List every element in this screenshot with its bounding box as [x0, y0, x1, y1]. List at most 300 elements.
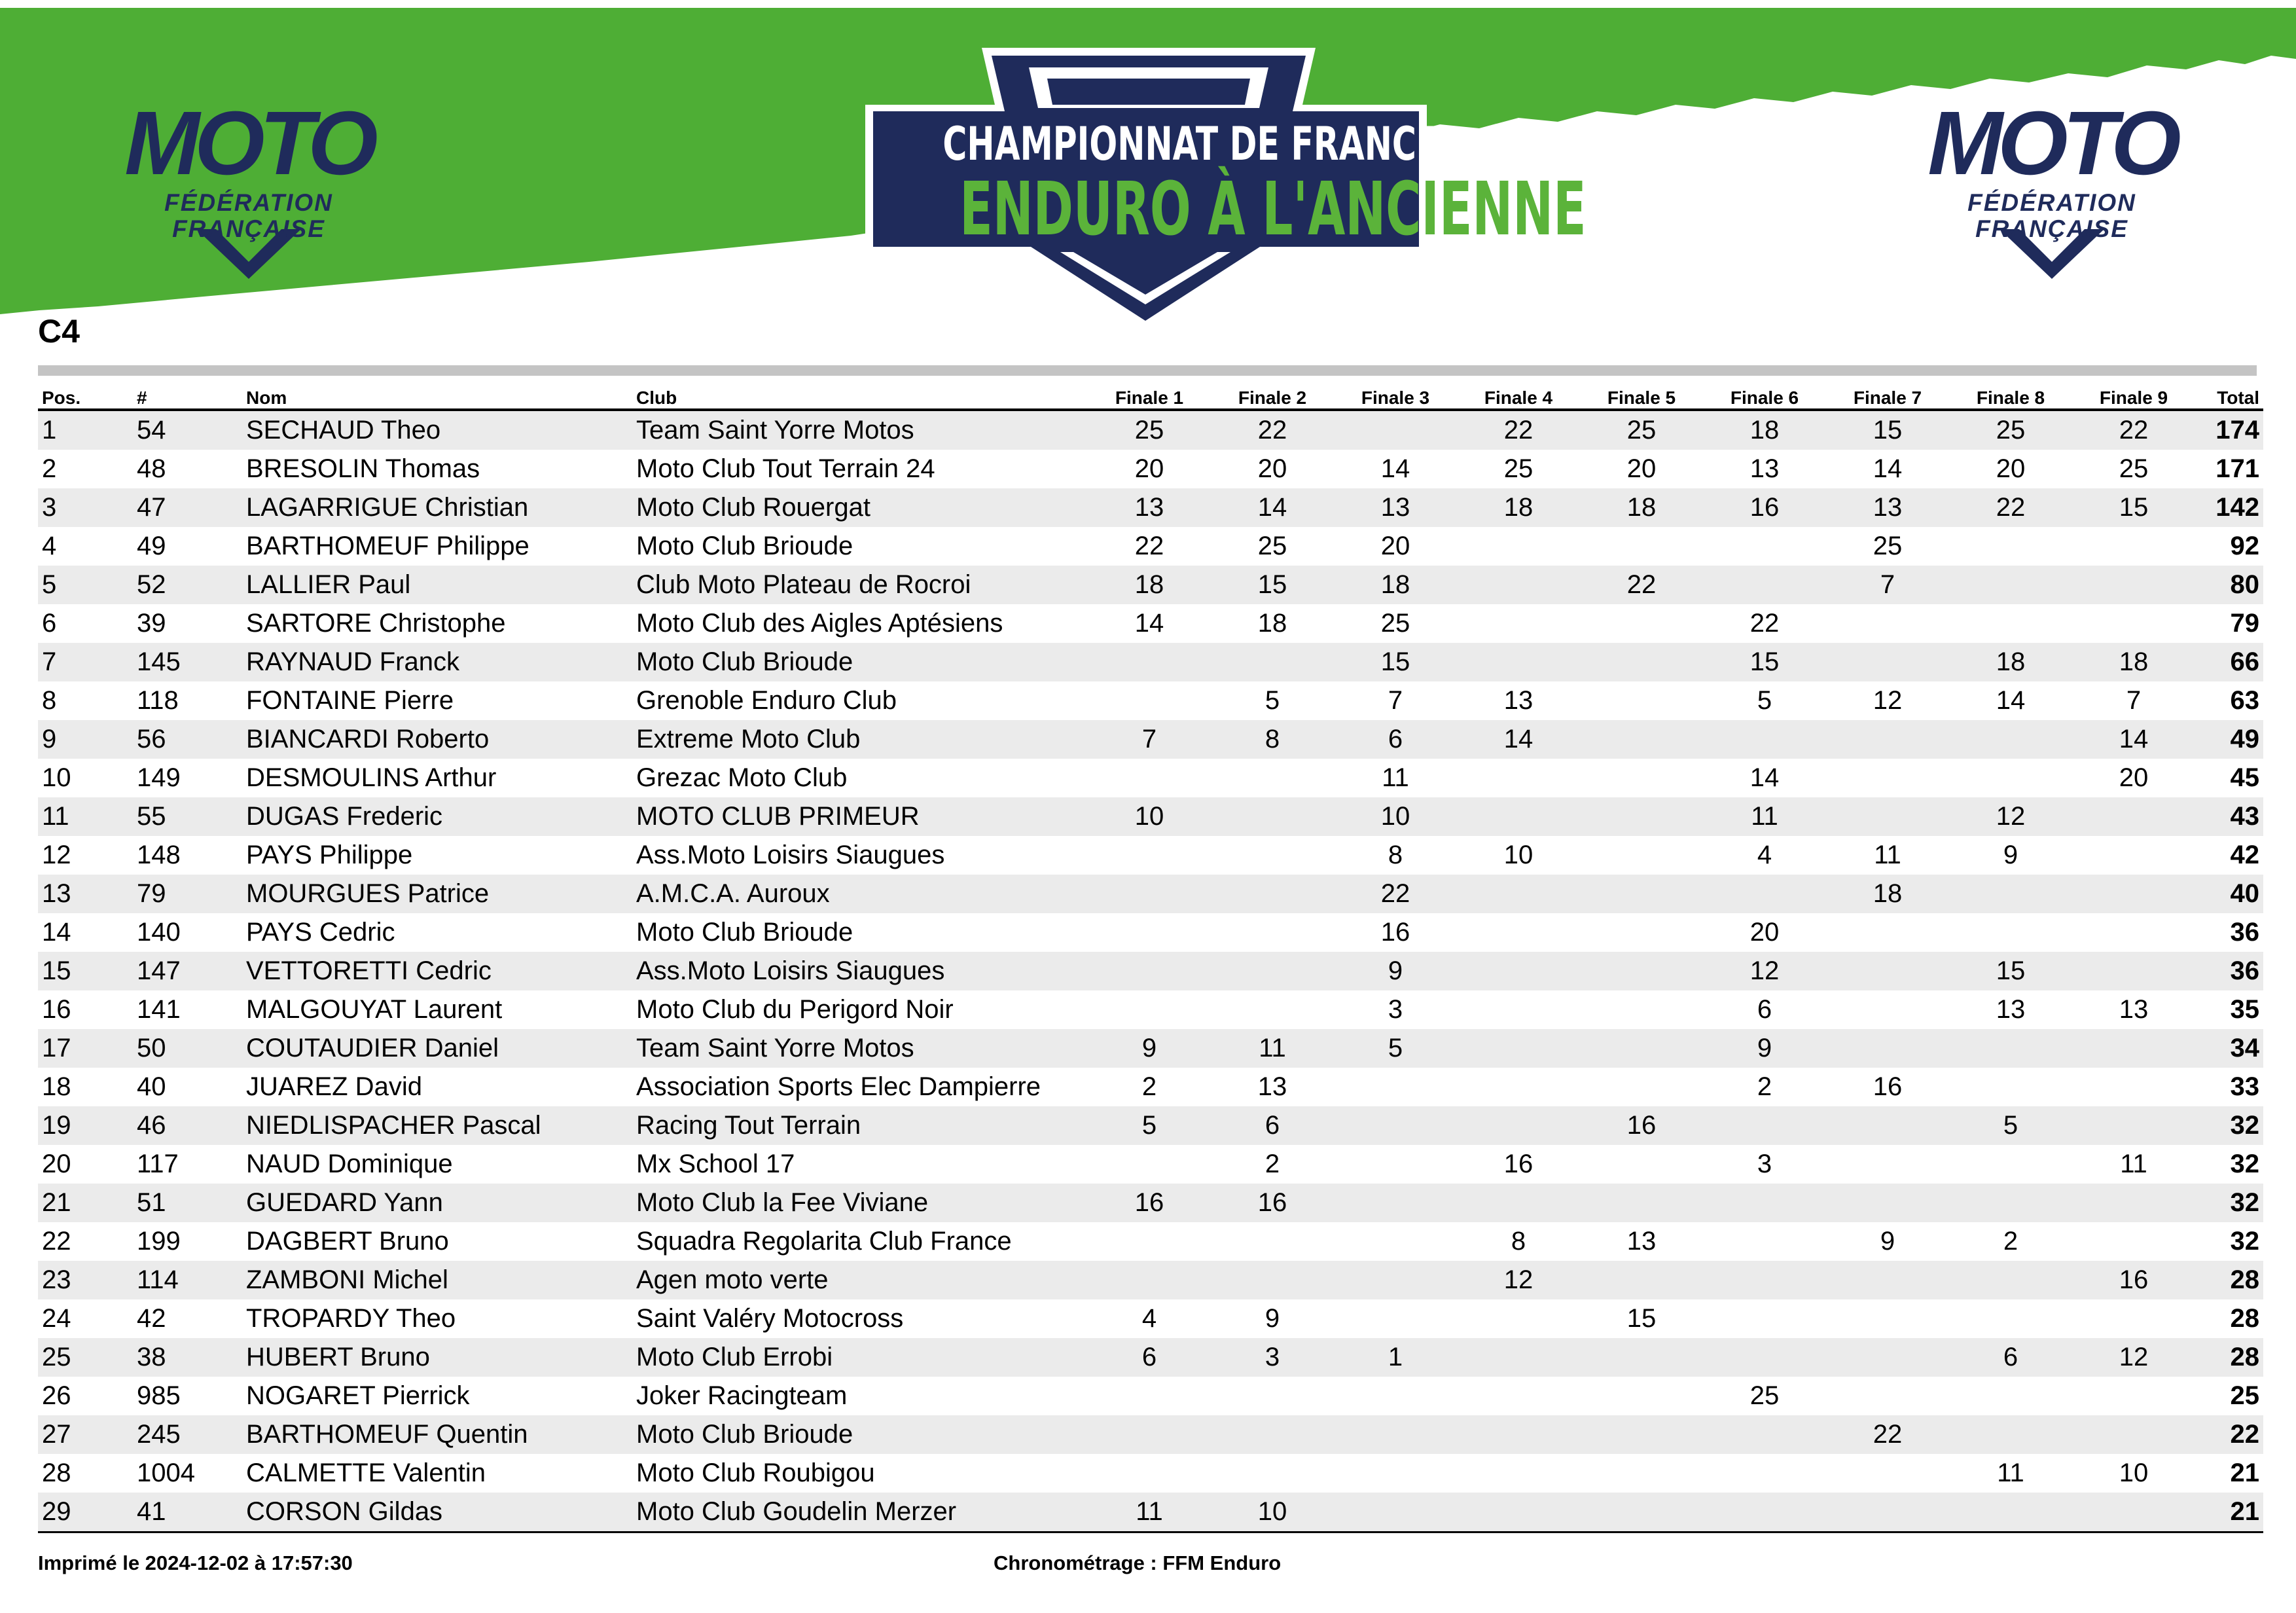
logo-moto-text: MOTO [124, 93, 373, 194]
cell-finale-8: 13 [1996, 995, 2026, 1024]
cell-finale-2: 13 [1257, 1072, 1287, 1101]
cell-finale-9 [2072, 875, 2195, 913]
cell-finale-1 [1088, 681, 1211, 720]
cell-total: 34 [2195, 1029, 2263, 1068]
cell-finale-5 [1580, 681, 1703, 720]
cell-finale-5 [1580, 759, 1703, 797]
cell-number: 55 [133, 797, 242, 836]
cell-finale-6: 11 [1703, 797, 1826, 836]
cell-finale-1 [1088, 1222, 1211, 1261]
cell-club: Team Saint Yorre Motos [632, 1029, 1088, 1068]
cell-finale-7: 11 [1874, 841, 1901, 869]
table-row [38, 681, 2263, 720]
cell-finale-7: 12 [1873, 686, 1903, 715]
cell-total: 49 [2195, 720, 2263, 759]
cell-pos: 8 [42, 686, 57, 715]
cell-finale-8: 6 [1949, 1338, 2072, 1377]
cell-finale-3 [1334, 1493, 1457, 1532]
cell-finale-5: 16 [1580, 1106, 1703, 1145]
timing-credit: Chronométrage : FFM Enduro [994, 1551, 1282, 1574]
cell-finale-3: 15 [1334, 643, 1457, 681]
cell-finale-2: 25 [1257, 532, 1287, 560]
cell-number: 117 [137, 1150, 179, 1178]
cell-name: ZAMBONI Michel [242, 1261, 632, 1299]
col-header-finale-9: Finale 9 [2072, 378, 2195, 410]
cell-finale-5 [1580, 1415, 1703, 1454]
cell-finale-2: 15 [1211, 566, 1334, 604]
cell-finale-8: 20 [1996, 454, 2026, 483]
cell-name: BARTHOMEUF Philippe [246, 532, 529, 560]
cell-pos: 17 [38, 1029, 133, 1068]
cell-finale-6: 15 [1703, 643, 1826, 681]
cell-finale-4 [1457, 990, 1580, 1029]
table-row [38, 1415, 2263, 1454]
cell-finale-8: 25 [1949, 410, 2072, 450]
cell-finale-5 [1580, 1261, 1703, 1299]
cell-finale-6: 4 [1757, 841, 1772, 869]
cell-finale-3: 14 [1380, 454, 1410, 483]
cell-finale-4 [1457, 1299, 1580, 1338]
cell-number: 147 [133, 952, 242, 990]
cell-finale-6: 20 [1749, 918, 1780, 947]
cell-finale-5 [1580, 643, 1703, 681]
cell-finale-2: 22 [1211, 410, 1334, 450]
cell-finale-1: 10 [1088, 797, 1211, 836]
cell-finale-7 [1826, 952, 1949, 990]
cell-name: NIEDLISPACHER Pascal [242, 1106, 632, 1145]
cell-number: 48 [137, 454, 166, 483]
cell-total: 43 [2195, 797, 2263, 836]
cell-finale-6 [1703, 1415, 1826, 1454]
cell-finale-4: 13 [1503, 686, 1534, 715]
cell-club: Agen moto verte [632, 1261, 1088, 1299]
cell-pos: 1 [38, 410, 133, 450]
col-header-name: Nom [242, 378, 632, 410]
cell-finale-3 [1334, 1068, 1457, 1106]
cell-finale-4 [1457, 1068, 1580, 1106]
cell-finale-9 [2072, 1029, 2195, 1068]
cell-finale-1: 7 [1088, 720, 1211, 759]
cell-total: 35 [2230, 995, 2259, 1024]
cell-finale-4 [1457, 952, 1580, 990]
cell-club: Joker Racingteam [636, 1381, 848, 1410]
cell-finale-5 [1580, 604, 1703, 643]
cell-finale-9 [2072, 1222, 2195, 1261]
cell-finale-4 [1457, 527, 1580, 566]
col-header-finale-6: Finale 6 [1703, 378, 1826, 410]
cell-club: Moto Club Roubigou [636, 1459, 875, 1487]
cell-finale-8 [1949, 1184, 2072, 1222]
cell-finale-9 [2072, 1184, 2195, 1222]
cell-finale-6 [1703, 1106, 1826, 1145]
table-row [38, 1377, 2263, 1415]
cell-finale-5 [1580, 1029, 1703, 1068]
cell-finale-8: 18 [1949, 643, 2072, 681]
cell-finale-7 [1826, 1493, 1949, 1532]
table-row [38, 643, 2263, 681]
cell-number: 40 [137, 1072, 166, 1101]
cell-finale-7 [1826, 990, 1949, 1029]
cell-club: Squadra Regolarita Club France [636, 1227, 1012, 1256]
cell-finale-4: 12 [1457, 1261, 1580, 1299]
cell-finale-8 [1949, 1493, 2072, 1532]
cell-finale-4 [1457, 1184, 1580, 1222]
cell-club: Moto Club Brioude [636, 918, 853, 947]
cell-number: 42 [137, 1304, 166, 1333]
cell-number: 141 [137, 995, 181, 1024]
cell-finale-9 [2072, 1106, 2195, 1145]
cell-name: DESMOULINS Arthur [246, 763, 497, 792]
cell-total: 142 [2195, 488, 2263, 527]
cell-finale-8 [1949, 566, 2072, 604]
cell-name: LALLIER Paul [242, 566, 632, 604]
cell-finale-7: 16 [1873, 1072, 1903, 1101]
cell-name: PAYS Philippe [246, 841, 413, 869]
cell-total: 42 [2230, 841, 2259, 869]
table-row [38, 1299, 2263, 1338]
cell-finale-9 [2072, 527, 2195, 566]
ffm-logo-right [1928, 93, 2176, 281]
cell-club: Mx School 17 [636, 1150, 795, 1178]
cell-club: Moto Club la Fee Viviane [632, 1184, 1088, 1222]
cell-pos: 4 [42, 532, 57, 560]
cell-total: 32 [2230, 1227, 2259, 1256]
cell-finale-1 [1088, 1261, 1211, 1299]
cell-club: Moto Club du Perigord Noir [636, 995, 954, 1024]
cell-finale-2: 11 [1211, 1029, 1334, 1068]
cell-number: 1004 [137, 1459, 195, 1487]
logo-sub-line1: FÉDÉRATION [1967, 189, 2136, 216]
cell-finale-6: 16 [1703, 488, 1826, 527]
cell-total: 25 [2230, 1381, 2259, 1410]
cell-finale-2 [1211, 952, 1334, 990]
cell-finale-6: 14 [1749, 763, 1780, 792]
cell-finale-9: 25 [2119, 454, 2149, 483]
table-row [38, 1493, 2263, 1532]
cell-finale-2 [1211, 836, 1334, 875]
cell-number: 39 [137, 609, 166, 638]
cell-finale-1 [1088, 1377, 1211, 1415]
cell-finale-5: 20 [1626, 454, 1657, 483]
cell-name: NOGARET Pierrick [246, 1381, 470, 1410]
cell-finale-9 [2072, 1299, 2195, 1338]
cell-name: FONTAINE Pierre [246, 686, 454, 715]
championship-title-line1: CHAMPIONNAT DE FRANCE [942, 117, 1439, 171]
printed-timestamp: Imprimé le 2024-12-02 à 17:57:30 [38, 1551, 353, 1574]
table-row [38, 1029, 2263, 1068]
cell-club: Moto Club Goudelin Merzer [632, 1493, 1088, 1532]
cell-finale-2: 20 [1257, 454, 1287, 483]
cell-pos: 9 [38, 720, 133, 759]
cell-number: 47 [133, 488, 242, 527]
table-row [38, 913, 2263, 952]
cell-finale-2: 6 [1211, 1106, 1334, 1145]
cell-finale-7 [1826, 759, 1949, 797]
cell-club: Saint Valéry Motocross [636, 1304, 904, 1333]
cell-finale-6 [1703, 1184, 1826, 1222]
table-row [38, 1184, 2263, 1222]
cell-finale-7: 22 [1826, 1415, 1949, 1454]
cell-finale-1: 25 [1088, 410, 1211, 450]
cell-name: RAYNAUD Franck [242, 643, 632, 681]
cell-club: Moto Club Tout Terrain 24 [636, 454, 935, 483]
cell-finale-2: 14 [1211, 488, 1334, 527]
cell-finale-6: 6 [1757, 995, 1772, 1024]
col-header-finale-3: Finale 3 [1334, 378, 1457, 410]
championship-title-line2: ENDURO À L'ANCIENNE [960, 167, 1587, 252]
cell-finale-1: 16 [1088, 1184, 1211, 1222]
cell-finale-3: 10 [1334, 797, 1457, 836]
table-row [38, 952, 2263, 990]
cell-number: 199 [137, 1227, 181, 1256]
cell-finale-3: 20 [1380, 532, 1410, 560]
ffm-logo-left [124, 93, 373, 281]
cell-total: 92 [2230, 532, 2259, 560]
cell-finale-5 [1580, 1338, 1703, 1377]
cell-name: CALMETTE Valentin [246, 1459, 486, 1487]
cell-total: 28 [2195, 1261, 2263, 1299]
cell-name: CORSON Gildas [242, 1493, 632, 1532]
cell-finale-3 [1334, 1261, 1457, 1299]
cell-finale-8 [1949, 759, 2072, 797]
col-header-finale-4: Finale 4 [1457, 378, 1580, 410]
cell-finale-8: 5 [1949, 1106, 2072, 1145]
cell-finale-4: 18 [1457, 488, 1580, 527]
cell-finale-5 [1580, 913, 1703, 952]
cell-finale-7 [1826, 1106, 1949, 1145]
col-header-finale-1: Finale 1 [1088, 378, 1211, 410]
cell-number: 41 [133, 1493, 242, 1532]
cell-pos: 14 [42, 918, 71, 947]
cell-pos: 10 [42, 763, 71, 792]
cell-finale-2 [1211, 875, 1334, 913]
cell-finale-5: 22 [1580, 566, 1703, 604]
cell-club: Moto Club Brioude [632, 1415, 1088, 1454]
logo-sub-line2: FRANÇAISE [172, 215, 325, 242]
cell-finale-1: 9 [1088, 1029, 1211, 1068]
table-row [38, 1145, 2263, 1184]
cell-finale-9 [2072, 1068, 2195, 1106]
col-header-number: # [133, 378, 242, 410]
col-header-club: Club [632, 378, 1088, 410]
logo-moto-text: MOTO [1928, 93, 2176, 194]
cell-pos: 19 [38, 1106, 133, 1145]
cell-club: Moto Club Errobi [632, 1338, 1088, 1377]
cell-number: 38 [133, 1338, 242, 1377]
cell-finale-2: 3 [1211, 1338, 1334, 1377]
cell-finale-8 [1949, 1299, 2072, 1338]
col-header-finale-8: Finale 8 [1949, 378, 2072, 410]
cell-finale-9: 16 [2072, 1261, 2195, 1299]
cell-finale-1 [1088, 1415, 1211, 1454]
logo-sub-line2: FRANÇAISE [1975, 215, 2128, 242]
cell-finale-9 [2072, 604, 2195, 643]
cell-pos: 24 [42, 1304, 71, 1333]
cell-finale-1: 5 [1088, 1106, 1211, 1145]
cell-finale-3: 3 [1388, 995, 1403, 1024]
cell-finale-6 [1703, 527, 1826, 566]
col-header-finale-2: Finale 2 [1211, 378, 1334, 410]
cell-number: 114 [133, 1261, 242, 1299]
cell-finale-4 [1457, 566, 1580, 604]
cell-finale-2 [1211, 759, 1334, 797]
cell-pos: 15 [38, 952, 133, 990]
cell-finale-4 [1457, 797, 1580, 836]
cell-number: 118 [137, 686, 179, 715]
cell-name: SECHAUD Theo [242, 410, 632, 450]
cell-finale-4: 10 [1503, 841, 1534, 869]
cell-finale-5 [1580, 875, 1703, 913]
cell-finale-5 [1580, 720, 1703, 759]
cell-finale-6: 5 [1757, 686, 1772, 715]
cell-pos: 6 [42, 609, 57, 638]
cell-finale-6: 2 [1757, 1072, 1772, 1101]
cell-name: MALGOUYAT Laurent [246, 995, 503, 1024]
cell-finale-3 [1334, 1454, 1457, 1493]
cell-finale-2: 18 [1257, 609, 1287, 638]
cell-finale-8: 11 [1997, 1459, 2024, 1487]
cell-finale-5: 15 [1626, 1304, 1657, 1333]
cell-finale-1 [1088, 643, 1211, 681]
cell-finale-2 [1211, 1415, 1334, 1454]
cell-finale-2 [1211, 1454, 1334, 1493]
cell-club: A.M.C.A. Auroux [632, 875, 1088, 913]
cell-finale-3: 11 [1382, 763, 1409, 792]
table-row [38, 604, 2263, 643]
cell-finale-4 [1457, 759, 1580, 797]
cell-finale-8: 15 [1949, 952, 2072, 990]
cell-finale-7: 18 [1826, 875, 1949, 913]
cell-club: MOTO CLUB PRIMEUR [632, 797, 1088, 836]
cell-name: VETTORETTI Cedric [242, 952, 632, 990]
cell-pos: 18 [42, 1072, 71, 1101]
cell-total: 28 [2195, 1338, 2263, 1377]
cell-finale-9: 14 [2072, 720, 2195, 759]
cell-finale-8: 9 [2003, 841, 2018, 869]
cell-finale-3: 7 [1388, 686, 1403, 715]
cell-finale-7: 14 [1873, 454, 1903, 483]
cell-finale-2 [1211, 1261, 1334, 1299]
cell-finale-5: 13 [1626, 1227, 1657, 1256]
table-row [38, 836, 2263, 875]
table-row [38, 797, 2263, 836]
cell-finale-1: 20 [1134, 454, 1164, 483]
cell-finale-2: 9 [1265, 1304, 1280, 1333]
cell-club: Grezac Moto Club [636, 763, 848, 792]
cell-finale-2 [1211, 990, 1334, 1029]
cell-pos: 22 [42, 1227, 71, 1256]
cell-name: COUTAUDIER Daniel [242, 1029, 632, 1068]
cell-finale-3: 5 [1334, 1029, 1457, 1068]
cell-total: 80 [2195, 566, 2263, 604]
table-row [38, 410, 2263, 450]
cell-finale-1 [1088, 1454, 1211, 1493]
cell-name: PAYS Cedric [246, 918, 395, 947]
cell-finale-6: 22 [1749, 609, 1780, 638]
cell-finale-4 [1457, 1338, 1580, 1377]
cell-finale-8 [1949, 1377, 2072, 1415]
table-row [38, 1222, 2263, 1261]
cell-finale-8 [1949, 1415, 2072, 1454]
cell-total: 32 [2195, 1184, 2263, 1222]
col-header-pos: Pos. [38, 378, 133, 410]
cell-finale-2: 2 [1265, 1150, 1280, 1178]
col-header-finale-5: Finale 5 [1580, 378, 1703, 410]
cell-finale-8 [1949, 913, 2072, 952]
cell-number: 148 [137, 841, 181, 869]
cell-finale-1 [1088, 990, 1211, 1029]
cell-finale-8 [1949, 1029, 2072, 1068]
cell-finale-3: 16 [1380, 918, 1410, 947]
cell-number: 79 [133, 875, 242, 913]
table-row [38, 566, 2263, 604]
cell-finale-6: 25 [1749, 1381, 1780, 1410]
cell-finale-3: 25 [1380, 609, 1410, 638]
cell-finale-7 [1826, 1338, 1949, 1377]
cell-pos: 7 [38, 643, 133, 681]
table-row [38, 875, 2263, 913]
cell-finale-3 [1334, 1106, 1457, 1145]
cell-finale-1: 18 [1088, 566, 1211, 604]
cell-finale-7 [1826, 1145, 1949, 1184]
cell-pos: 16 [42, 995, 71, 1024]
table-row [38, 1454, 2263, 1493]
cell-finale-9: 13 [2119, 995, 2149, 1024]
cell-number: 56 [133, 720, 242, 759]
cell-finale-7 [1826, 1299, 1949, 1338]
cell-finale-6 [1703, 566, 1826, 604]
cell-finale-1: 6 [1088, 1338, 1211, 1377]
cell-finale-4: 8 [1511, 1227, 1526, 1256]
cell-number: 54 [133, 410, 242, 450]
cell-pos: 12 [42, 841, 71, 869]
cell-finale-9: 15 [2072, 488, 2195, 527]
cell-finale-6 [1703, 1222, 1826, 1261]
cell-finale-7 [1826, 797, 1949, 836]
cell-club: Association Sports Elec Dampierre [636, 1072, 1041, 1101]
cell-finale-4 [1457, 1106, 1580, 1145]
cell-number: 46 [133, 1106, 242, 1145]
cell-club: Club Moto Plateau de Rocroi [632, 566, 1088, 604]
cell-finale-3: 22 [1334, 875, 1457, 913]
cell-total: 36 [2195, 952, 2263, 990]
cell-finale-7 [1826, 720, 1949, 759]
cell-total: 32 [2195, 1106, 2263, 1145]
cell-finale-8 [1949, 1261, 2072, 1299]
cell-finale-3 [1334, 1299, 1457, 1338]
cell-finale-4 [1457, 875, 1580, 913]
cell-finale-1: 14 [1134, 609, 1164, 638]
cell-finale-1: 22 [1134, 532, 1164, 560]
cell-club: Moto Club Brioude [632, 643, 1088, 681]
cell-total: 36 [2230, 918, 2259, 947]
cell-total: 79 [2230, 609, 2259, 638]
cell-finale-8: 2 [2003, 1227, 2018, 1256]
cell-name: NAUD Dominique [246, 1150, 453, 1178]
cell-club: Moto Club des Aigles Aptésiens [636, 609, 1003, 638]
cell-finale-3: 13 [1334, 488, 1457, 527]
cell-club: Moto Club Rouergat [632, 488, 1088, 527]
cell-club: Team Saint Yorre Motos [632, 410, 1088, 450]
cell-club: Moto Club Brioude [636, 532, 853, 560]
cell-finale-2 [1211, 1222, 1334, 1261]
cell-finale-3 [1334, 1222, 1457, 1261]
cell-pos: 27 [38, 1415, 133, 1454]
table-row [38, 759, 2263, 797]
cell-finale-9 [2072, 1377, 2195, 1415]
cell-total: 63 [2230, 686, 2259, 715]
cell-total: 40 [2195, 875, 2263, 913]
